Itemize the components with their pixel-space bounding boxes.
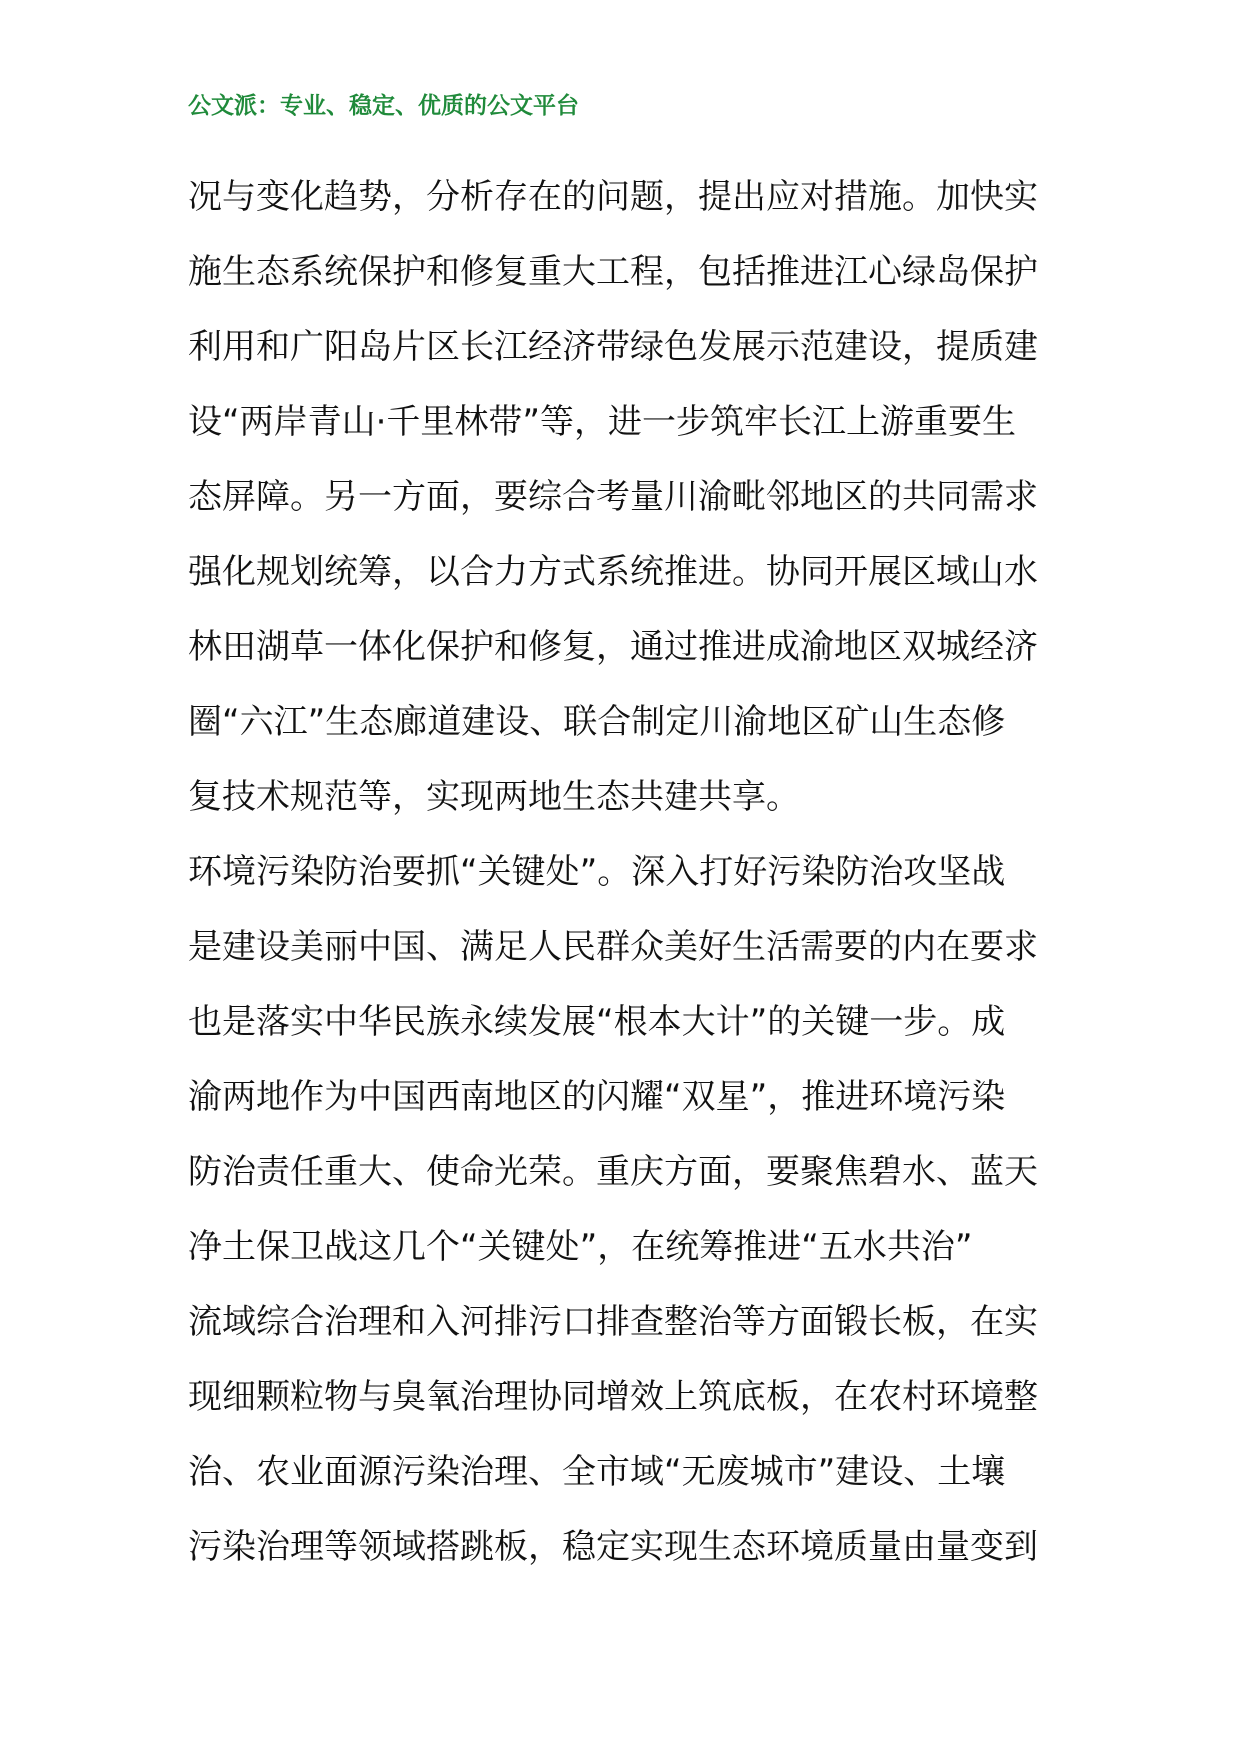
text-line: 防治责任重大、使命光荣。重庆方面，要聚焦碧水、蓝天 bbox=[188, 1152, 1038, 1192]
header-title: 公文派：专业、稳定、优质的公文平台 bbox=[188, 93, 579, 119]
text-line: 圈“六江”生态廊道建设、联合制定川渝地区矿山生态修 bbox=[188, 702, 1006, 742]
text-line: 复技术规范等，实现两地生态共建共享。 bbox=[188, 777, 800, 817]
text-line: 环境污染防治要抓“关键处”。深入打好污染防治攻坚战 bbox=[188, 852, 1006, 892]
paragraph-2 bbox=[188, 835, 1068, 1585]
text-line: 治、农业面源污染治理、全市域“无废城市”建设、土壤 bbox=[188, 1452, 1006, 1492]
text-line: 渝两地作为中国西南地区的闪耀“双星”，推进环境污染 bbox=[188, 1077, 1006, 1117]
text-line: 现细颗粒物与臭氧治理协同增效上筑底板，在农村环境整 bbox=[188, 1377, 1038, 1417]
text-line: 流域综合治理和入河排污口排查整治等方面锻长板，在实 bbox=[188, 1302, 1038, 1342]
text-line: 况与变化趋势，分析存在的问题，提出应对措施。加快实 bbox=[188, 177, 1038, 217]
paragraph-1 bbox=[188, 160, 1068, 835]
text-line: 污染治理等领域搭跳板，稳定实现生态环境质量由量变到 bbox=[188, 1527, 1038, 1567]
text-line: 利用和广阳岛片区长江经济带绿色发展示范建设，提质建 bbox=[188, 327, 1038, 367]
text-line: 是建设美丽中国、满足人民群众美好生活需要的内在要求 bbox=[188, 927, 1038, 967]
text-line: 设“两岸青山·千里林带”等，进一步筑牢长江上游重要生 bbox=[188, 402, 1017, 442]
text-line: 施生态系统保护和修复重大工程，包括推进江心绿岛保护 bbox=[188, 252, 1038, 292]
text-line: 林田湖草一体化保护和修复，通过推进成渝地区双城经济 bbox=[188, 627, 1038, 667]
text-line: 也是落实中华民族永续发展“根本大计”的关键一步。成 bbox=[188, 1002, 1006, 1042]
text-line: 净土保卫战这几个“关键处”，在统筹推进“五水共治” bbox=[188, 1227, 973, 1267]
text-line: 强化规划统筹，以合力方式系统推进。协同开展区域山水 bbox=[188, 552, 1038, 592]
body-text bbox=[188, 160, 1068, 1585]
text-line: 态屏障。另一方面，要综合考量川渝毗邻地区的共同需求 bbox=[188, 477, 1038, 517]
